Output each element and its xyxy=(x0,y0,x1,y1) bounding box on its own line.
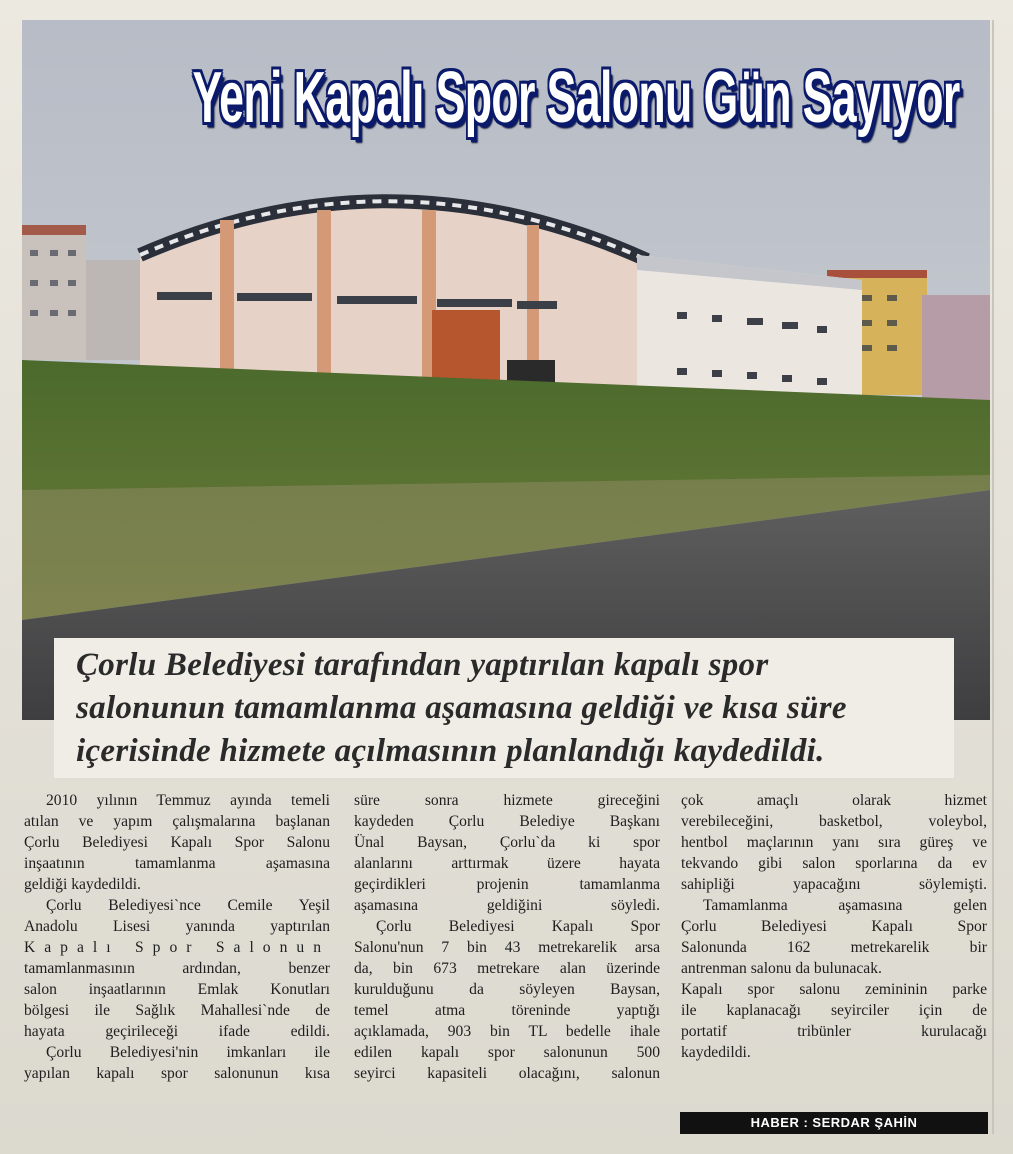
text-line: atılan ve yapım çalışmalarına başlanan xyxy=(24,813,330,830)
text-line: Anadolu Lisesi yanında yaptırılan xyxy=(24,918,330,935)
deck-summary xyxy=(54,638,954,778)
text-line: geçirdikleri projenin tamamlanma xyxy=(354,876,660,893)
text-line: Salonunda 162 metrekarelik bir xyxy=(681,939,987,956)
text-line: verebileceğini, basketbol, voleybol, xyxy=(681,813,987,830)
text-line: Çorlu Belediyesi'nin imkanları ile xyxy=(46,1044,330,1061)
text-line: inşaatının tamamlanma aşamasına xyxy=(24,855,330,872)
text-line: hentbol maçlarının yanı sıra güreş ve xyxy=(681,834,987,851)
text-line: antrenman salonu da bulunacak. xyxy=(681,960,882,977)
text-line: çok amaçlı olarak hizmet xyxy=(681,792,987,809)
article-column-3 xyxy=(681,790,987,1140)
page-edge-rule xyxy=(992,20,994,1134)
text-line: Tamamlanma aşamasına gelen xyxy=(703,897,987,914)
text-line: kaydeden Çorlu Belediye Başkanı xyxy=(354,813,660,830)
deck-line: içerisinde hizmete açılmasının planlandığı kaydedildi. xyxy=(76,733,825,769)
text-line: yapılan kapalı spor salonunun kısa xyxy=(24,1065,330,1082)
text-line: sahipliği yapacağını söylemişti. xyxy=(681,876,987,893)
text-line: süre sonra hizmete gireceğini xyxy=(354,792,660,809)
text-line: Çorlu Belediyesi Kapalı Spor xyxy=(681,918,987,935)
text-line: kurulduğunu da söyleyen Baysan, xyxy=(354,981,660,998)
text-line: tamamlanmasının ardından, benzer xyxy=(24,960,330,977)
headline: Yeni Kapalı Spor Salonu Gün Sayıyor xyxy=(192,58,960,138)
text-line: seyirci kapasiteli olacağını, salonun xyxy=(354,1065,660,1082)
text-line: salon inşaatlarının Emlak Konutları xyxy=(24,981,330,998)
text-line: Kapalı Spor Salonun xyxy=(24,939,330,956)
text-line: edilen kapalı spor salonunun 500 xyxy=(354,1044,660,1061)
text-line: geldiği kaydedildi. xyxy=(24,876,141,893)
text-line: portatif tribünler kurulacağı xyxy=(681,1023,987,1040)
text-line: ile kaplanacağı seyirciler için de xyxy=(681,1002,987,1019)
text-line: açıklamada, 903 bin TL bedelle ihale xyxy=(354,1023,660,1040)
text-line: Çorlu Belediyesi Kapalı Spor Salonu xyxy=(24,834,330,851)
text-line: bölgesi ile Sağlık Mahallesi`nde de xyxy=(24,1002,330,1019)
text-line: temel atma töreninde yaptığı xyxy=(354,1002,660,1019)
text-line: kaydedildi. xyxy=(681,1044,751,1061)
byline: HABER : SERDAR ŞAHİN xyxy=(680,1112,988,1134)
text-line: 2010 yılının Temmuz ayında temeli xyxy=(46,792,330,809)
text-line: Ünal Baysan, Çorlu`da ki spor xyxy=(354,834,660,851)
text-line: alanlarını arttırmak üzere hayata xyxy=(354,855,660,872)
text-line: da, bin 673 metrekare alan üzerinde xyxy=(354,960,660,977)
text-line: Salonu'nun 7 bin 43 metrekarelik arsa xyxy=(354,939,660,956)
deck-line: Çorlu Belediyesi tarafından yaptırılan kapalı spor xyxy=(76,647,769,683)
text-line: aşamasına geldiğini söyledi. xyxy=(354,897,660,914)
text-line: tekvando gibi salon sporlarına da ev xyxy=(681,855,987,872)
text-line: Çorlu Belediyesi`nce Cemile Yeşil xyxy=(46,897,330,914)
text-line: Çorlu Belediyesi Kapalı Spor xyxy=(376,918,660,935)
text-line: Kapalı spor salonu zemininin parke xyxy=(681,981,987,998)
article-column-1 xyxy=(24,790,330,1140)
article-column-2 xyxy=(354,790,660,1140)
deck-line: salonunun tamamlanma aşamasına geldiği ve kısa süre xyxy=(76,690,847,726)
text-line: hayata geçirileceği ifade edildi. xyxy=(24,1023,330,1040)
